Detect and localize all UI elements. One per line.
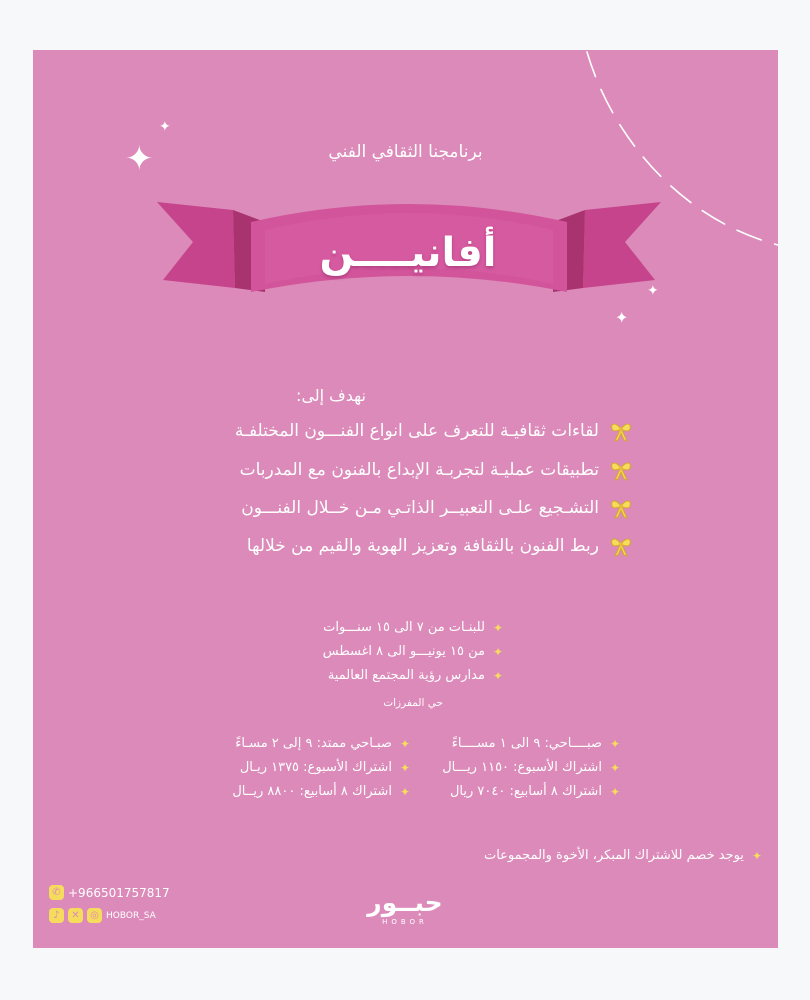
sparkle-icon: ✦ bbox=[615, 308, 629, 327]
goal-item bbox=[113, 493, 633, 523]
instagram-icon: ◎ bbox=[87, 908, 102, 923]
plan-text: اشتراك الأسبوع: ١١٥٠ ريـــال bbox=[442, 760, 602, 775]
phone-number: +966501757817 bbox=[68, 885, 170, 900]
discount-text: يوجد خصم للاشتراك المبكر، الأخوة والمجموعات bbox=[483, 848, 744, 863]
plan-item bbox=[450, 784, 620, 799]
plan-text: اشتراك ٨ أسابيع: ٧٠٤٠ ريال bbox=[449, 784, 602, 799]
program-title: أفانيــــن bbox=[319, 230, 497, 276]
sparkle-icon: ✦ bbox=[159, 119, 171, 135]
star-bullet-icon: ✦ bbox=[609, 736, 620, 751]
star-bullet-icon: ✦ bbox=[609, 784, 620, 799]
sparkle-icon: ✦ bbox=[647, 283, 659, 299]
goals-intro: نهدف إلى: bbox=[296, 386, 366, 405]
goal-text: لقاءات ثقافيـة للتعرف على انواع الفنـــون المختلفـة bbox=[234, 421, 599, 441]
goal-text: تطبيقات عمليـة لتجربـة الإبداع بالفنون مع المدربات bbox=[239, 460, 599, 480]
detail-item bbox=[323, 620, 503, 635]
plan-item bbox=[240, 760, 410, 775]
goal-text: التشـجيع علـى التعبيــر الذاتـي مـن خــلال الفنـــون bbox=[241, 498, 599, 518]
plan-item bbox=[235, 736, 410, 751]
detail-text: من ١٥ يونيـــو الى ٨ اغسطس bbox=[322, 644, 485, 659]
goal-text: ربط الفنون بالثقافة وتعزيز الهوية والقيم من خلالها bbox=[246, 536, 599, 556]
social-handle: HOBOR_SA bbox=[106, 910, 156, 921]
plan-text: اشتراك الأسبوع: ١٣٧٥ ريـال bbox=[239, 760, 392, 775]
plan-text: صبــــاحي: ٩ الى ١ مســــاءً bbox=[451, 736, 602, 751]
poster bbox=[33, 50, 778, 948]
plan-item bbox=[442, 760, 620, 775]
hobor-logo-latin: HOBOR bbox=[382, 918, 428, 926]
star-bullet-icon: ✦ bbox=[492, 668, 503, 683]
plan-item bbox=[232, 784, 410, 799]
detail-item bbox=[323, 644, 503, 659]
whatsapp-icon: ✆ bbox=[49, 885, 64, 900]
detail-text: للبنـات من ٧ الى ١٥ سنـــوات bbox=[323, 620, 485, 635]
area-label: حي المفرزات bbox=[383, 697, 443, 709]
plan-text: اشتراك ٨ أسابيع: ٨٨٠٠ ريــال bbox=[232, 784, 392, 799]
tiktok-icon: ♪ bbox=[49, 908, 64, 923]
detail-text: مدارس رؤية المجتمع العالمية bbox=[327, 668, 485, 683]
phone-contact bbox=[49, 885, 170, 900]
star-bullet-icon: ✦ bbox=[751, 848, 762, 863]
social-contact bbox=[49, 908, 156, 923]
plan-text: صبـاحي ممتد: ٩ إلى ٢ مسـاءً bbox=[235, 736, 392, 751]
goal-item bbox=[113, 455, 633, 485]
program-subtitle: برنامجنا الثقافي الفني bbox=[328, 142, 483, 162]
star-bullet-icon: ✦ bbox=[399, 760, 410, 775]
x-icon: ✕ bbox=[68, 908, 83, 923]
gift-bow-icon bbox=[609, 420, 633, 442]
star-bullet-icon: ✦ bbox=[399, 736, 410, 751]
discount-note bbox=[484, 848, 762, 863]
goal-item bbox=[113, 531, 633, 561]
goal-item bbox=[113, 416, 633, 446]
star-bullet-icon: ✦ bbox=[492, 620, 503, 635]
star-bullet-icon: ✦ bbox=[609, 760, 620, 775]
gift-bow-icon bbox=[609, 535, 633, 557]
hobor-logo: حبــور bbox=[367, 888, 443, 917]
sparkle-icon: ✦ bbox=[125, 139, 154, 179]
plan-item bbox=[452, 736, 620, 751]
star-bullet-icon: ✦ bbox=[399, 784, 410, 799]
star-bullet-icon: ✦ bbox=[492, 644, 503, 659]
detail-item bbox=[328, 668, 503, 683]
gift-bow-icon bbox=[609, 459, 633, 481]
gift-bow-icon bbox=[609, 497, 633, 519]
